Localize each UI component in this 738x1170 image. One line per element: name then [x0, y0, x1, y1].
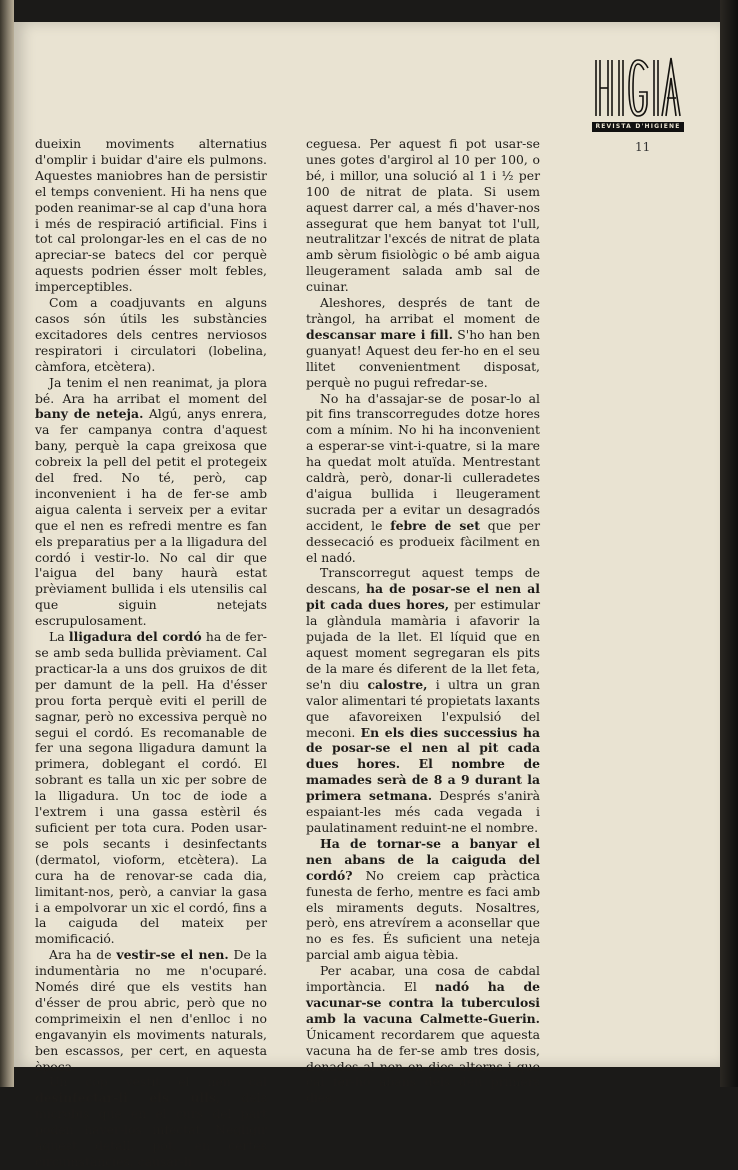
text-run: No creiem cap pràctica funesta de ferho, mentre es faci amb els miraments deguts. Nosaltres, però, ens atrevírem a aconsellar que no es fes. És suficient una neteja parcial amb aigua tèbia. — [306, 867, 540, 963]
paragraph — [306, 136, 540, 295]
text-run: La — [49, 629, 69, 645]
text-run: S'ho han ben guanyat! Aquest deu fer-ho en el seu llitet convenientment disposat, perquè no pugui refredar-se. — [306, 326, 541, 390]
background-edge — [720, 0, 738, 1087]
text-run: que per dessecació es produeix fàcilment en el nadó. — [306, 517, 540, 565]
bold-phrase: Ha de tornar-se a banyar el nen abans de la caiguda del cordó? — [306, 835, 540, 883]
paragraph — [306, 295, 540, 390]
bold-phrase: En els dies successius ha de posar-se el nen al pit cada dues hores. El nombre de mamades serà de 8 a 9 durant la primera setmana. — [306, 724, 541, 804]
text-run: Per acabar, una cosa de cabdal importància. El — [306, 963, 540, 995]
text-run: ceguesa. Per aquest fi pot usar-se unes gotes d'argirol al 10 per 100, o bé, i millor, una solució al 1 i ½ per 100 de nitrat de plata. Si usem aquest darrer cal, a més d'haver-nos assegurat que hem banyat tot l'ull, neutralitzar l'excés de nitrat de plata amb sèrum fisiològic o bé amb aigua lleugerament salada amb sal de cuinar. — [306, 136, 540, 295]
bold-phrase: desinfectar-li els ulls, — [35, 1090, 221, 1106]
text-run: Després s'anirà espaiant-les més cada vegada i paulatinament reduint-ne el nombre. — [306, 788, 540, 835]
text-run: Transcorregut aquest temps de descans, — [306, 565, 540, 597]
text-run: Únicament recordarem que aquesta vacuna ha de fer-se amb tres dosis, donades al nen en dies alterns i que cal fer-ho abans dels deu primers dies. — [306, 1026, 540, 1106]
paragraph — [306, 963, 540, 1106]
text-run: No ha d'assajar-se de posar-lo al pit fins transcorregudes dotze hores com a mínim. No hi ha inconvenient a esperar-se vint-i-quatre, si la mare ha quedat molt atuïda. Mentrestant caldrà, però, donar-li culleradetes d'aigua bullida i lleugerament sucrada per a evitar un desagradós accident, le — [306, 390, 540, 533]
binding-edge — [0, 0, 14, 1087]
bold-phrase: nadó ha de vacunar-se contra la tuberculosi amb la vacuna Calmette-Guerin. — [306, 979, 540, 1026]
logo-subtitle: REVISTA D'HIGIENE — [592, 122, 684, 132]
text-run: Ja tenim el nen reanimat, ja plora bé. Ara ha arribat el moment del — [35, 374, 267, 406]
text-run: per estimular la glàndula mamària i afavorir la pujada de la llet. El líquid que en aquest moment segregaran els pits de la mare és diferent de la llet feta, se'n diu — [306, 597, 541, 692]
bold-phrase: ha de posar-se el nen al pit cada dues hores, — [306, 581, 540, 613]
paragraph — [35, 629, 267, 947]
bold-phrase: lligadura del cordó — [68, 629, 202, 645]
text-run: Un cop vestit el nen cal — [49, 1074, 267, 1090]
left-text-column — [35, 136, 267, 1170]
bold-phrase: vestir-se el nen. — [116, 947, 229, 963]
text-run: dels microbis que en el curs del part poden haver-los infectat. Negligir aquest detall, pot, en certes circumstàncies, causar-li — [35, 1090, 267, 1169]
paragraph — [35, 947, 267, 1074]
paragraph — [35, 375, 267, 630]
text-run: i ultra un gran valor alimentari té propietats laxants que afavoreixen l'expulsió del meconi. — [306, 676, 540, 740]
text-run: ha de fer-se amb seda bullida prèviament. Cal practicar-la a uns dos gruixos de dit per damunt de la pell. Ha d'ésser prou forta perquè eviti el perill de sagnar, però no excessiva perquè no segui el cordó. Es recomanable de fer una segona lligadura damunt la primera, doblegant el cordó. El sobrant es talla un xic per sobre de la lligadura. Un toc de iode a l'extrem i una gassa estèril és suficient per tota cura. Poden usar-se pols secants i desinfectants (dermatol, vioform, etcètera). La cura ha de renovar-se cada dia, limitant-nos, però, a canviar la gasa i a empolvorar un xic el cordó, fins a la caiguda del mateix per momificació. — [35, 629, 267, 947]
paragraph — [306, 836, 540, 963]
higia-logo — [592, 54, 684, 134]
bold-phrase: descansar mare i fill. — [306, 326, 453, 342]
text-run: Ara ha de — [49, 947, 117, 963]
paragraph — [306, 565, 540, 835]
bold-phrase: calostre, — [367, 676, 428, 692]
bold-phrase: bany de neteja. — [35, 406, 144, 422]
text-run: De la indumentària no me n'ocuparé. Només diré que els vestits han d'ésser de prou abric, però que no comprimeixin el nen d'enlloc i no engavanyin els moviments naturals, ben escassos, per cert, en aquesta època. — [35, 947, 267, 1074]
page-number: 11 — [635, 140, 651, 154]
higia-logo-mark — [592, 54, 684, 120]
text-run: Aleshores, després de tant de tràngol, ha arribat el moment de — [306, 295, 540, 326]
paragraph — [306, 391, 540, 566]
bold-phrase: febre de set — [390, 517, 480, 533]
text-run: Algú, anys enrera, va fer campanya contra d'aquest bany, perquè la capa greixosa que cobreix la pell del petit el protegeix del fred. No té, però, cap inconvenient i ha de fer-se amb aigua calenta i serveix per a evitar que el nen es refredi mentre es fan els preparatius per a la lligadura del cordó i vestir-lo. No cal dir que l'aigua del bany haurà estat prèviament bullida i els utensilis cal que siguin netejats escrupulosament. — [35, 406, 267, 629]
right-text-column — [306, 136, 540, 1106]
text-run: dueixin moviments alternatius d'omplir i buidar d'aire els pulmons. Aquestes maniobres han de persistir el temps convenient. Hi ha nens que poden reanimar-se al cap d'una hora i més de respiració artificial. Fins i tot cal prolongar-les en el cas de no apreciar-se batecs del cor perquè aquests podrien ésser molt febles, imperceptibles. — [35, 136, 267, 295]
paragraph — [35, 295, 267, 375]
text-run: Com a coadjuvants en alguns casos són útils les substàncies excitadores dels centres nerviosos respiratori i circulatori (lobelina, càmfora, etcètera). — [35, 295, 267, 374]
paragraph — [35, 1074, 267, 1169]
paragraph — [35, 136, 267, 295]
